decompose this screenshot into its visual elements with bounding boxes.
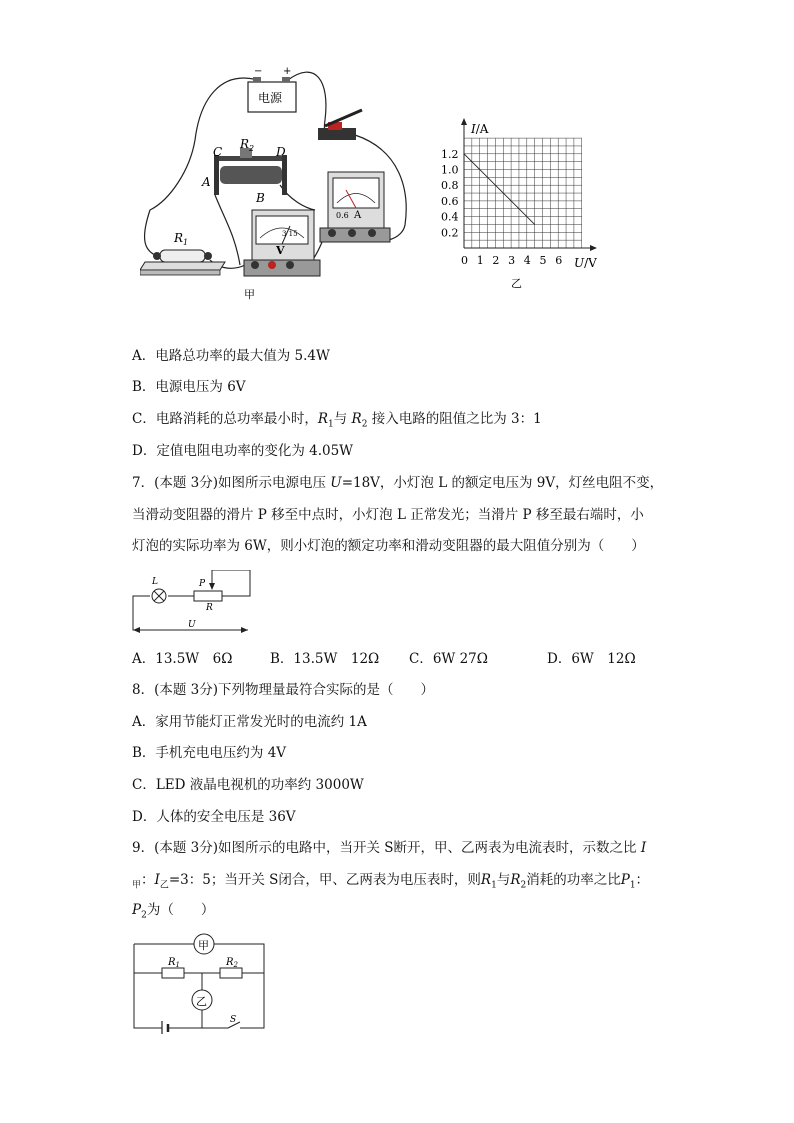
y-tick-label: 0.2 — [441, 226, 459, 240]
graph-xlabel: U/V — [574, 256, 597, 270]
graph-caption: 乙 — [511, 277, 522, 290]
q7-option-d[interactable]: D．6W 12Ω — [547, 651, 636, 667]
x-tick-label: 6 — [555, 254, 563, 267]
q6-option-a[interactable]: A．电路总功率的最大值为 5.4W — [132, 348, 330, 364]
x-tick-label: 3 — [508, 254, 516, 267]
x-tick-label: 1 — [476, 254, 484, 267]
q7-stem-line3: 灯泡的实际功率为 6W，则小灯泡的额定功率和滑动变阻器的最大阻值分别为（ ） — [132, 538, 645, 554]
q7-label-r: R — [206, 603, 213, 613]
graph-ylabel: I/A — [471, 122, 489, 136]
q7-stem-line2: 当滑动变阻器的滑片 P 移至中点时，小灯泡 L 正常发光；当滑片 P 移至最右端时，小 — [132, 507, 644, 523]
q9-label-r1: $R_1$ — [168, 957, 180, 969]
y-tick-label: 0.6 — [441, 194, 459, 208]
q7-stem-line1: 7．(本题 3分)如图所示电源电压 U=18V，小灯泡 L 的额定电压为 9V，灯丝电阻不变， — [132, 475, 664, 491]
q9-stem-line3: $P_2$为（ ） — [132, 902, 215, 921]
q8-option-b[interactable]: B．手机充电电压约为 4V — [132, 745, 287, 761]
q7-option-c[interactable]: C．6W 27Ω — [409, 651, 488, 667]
q9-label-yi: 乙 — [196, 995, 207, 1008]
y-tick-label: 1.0 — [441, 163, 459, 177]
q7-label-p: P — [199, 579, 206, 589]
q7-option-a[interactable]: A．13.5W 6Ω — [132, 651, 233, 667]
figure-jia-caption: 甲 — [244, 288, 255, 301]
q7-option-b[interactable]: B．13.5W 12Ω — [270, 651, 380, 667]
label-a: A — [202, 175, 211, 189]
label-d: D — [276, 145, 286, 159]
graph-line — [464, 154, 535, 225]
power-supply-label: 电源 — [258, 91, 283, 105]
q9-stem-line2: $_甲$：$I_乙=3$：5；当开关 S闭合，甲、乙两表为电压表时，则$R_1$与$R_2$消耗的功率之比$P_1$： — [132, 872, 650, 891]
x-tick-label: 4 — [523, 254, 531, 267]
label-r2: $R_2$ — [240, 137, 255, 153]
knife-switch — [318, 110, 362, 140]
q9-stem-line1: 9．(本题 3分)如图所示的电路中，当开关 S断开，甲、乙两表为电流表时，示数之比 I — [132, 840, 647, 856]
graph-grid — [464, 138, 582, 248]
x-tick-label: 0 — [461, 254, 468, 267]
q7-label-l: L — [152, 577, 158, 587]
q9-label-s: S — [230, 1015, 237, 1025]
ammeter — [320, 172, 390, 242]
power-plus: + — [283, 66, 292, 77]
figure-yi-graph — [435, 115, 610, 290]
y-tick-label: 0.4 — [441, 210, 459, 224]
q9-circuit — [132, 932, 272, 1034]
ammeter-symbol: A — [354, 210, 362, 221]
x-tick-label: 5 — [539, 254, 547, 267]
q9-label-jia: 甲 — [198, 939, 209, 952]
voltmeter — [244, 210, 320, 276]
ammeter-scale: 0.6 — [336, 211, 349, 220]
q6-option-c[interactable]: C．电路消耗的总功率最小时，$R_1$与 $R_2$ 接入电路的阻值之比为 3：1 — [132, 411, 542, 430]
q8-option-d[interactable]: D．人体的安全电压是 36V — [132, 809, 296, 825]
q9-label-r2: $R_2$ — [226, 957, 238, 969]
label-b: B — [256, 191, 265, 205]
q8-option-c[interactable]: C．LED 液晶电视机的功率约 3000W — [132, 777, 364, 793]
voltmeter-scale: 3 15 — [282, 230, 298, 238]
q8-option-a[interactable]: A．家用节能灯正常发光时的电流约 1A — [132, 714, 367, 730]
power-minus: − — [254, 66, 263, 77]
q8-stem: 8．(本题 3分)下列物理量最符合实际的是（ ） — [132, 682, 435, 698]
voltmeter-symbol: V — [276, 244, 285, 257]
x-tick-label: 2 — [492, 254, 500, 267]
y-tick-label: 1.2 — [441, 147, 459, 161]
y-tick-label: 0.8 — [441, 179, 459, 193]
q6-option-b[interactable]: B．电源电压为 6V — [132, 379, 246, 395]
figure-jia-circuit — [140, 60, 420, 310]
q6-option-d[interactable]: D．定值电阻电功率的变化为 4.05W — [132, 443, 354, 459]
q7-label-u: U — [188, 620, 196, 630]
label-r1: $R_1$ — [174, 231, 189, 247]
label-c: C — [213, 145, 223, 159]
q7-circuit — [130, 570, 260, 635]
